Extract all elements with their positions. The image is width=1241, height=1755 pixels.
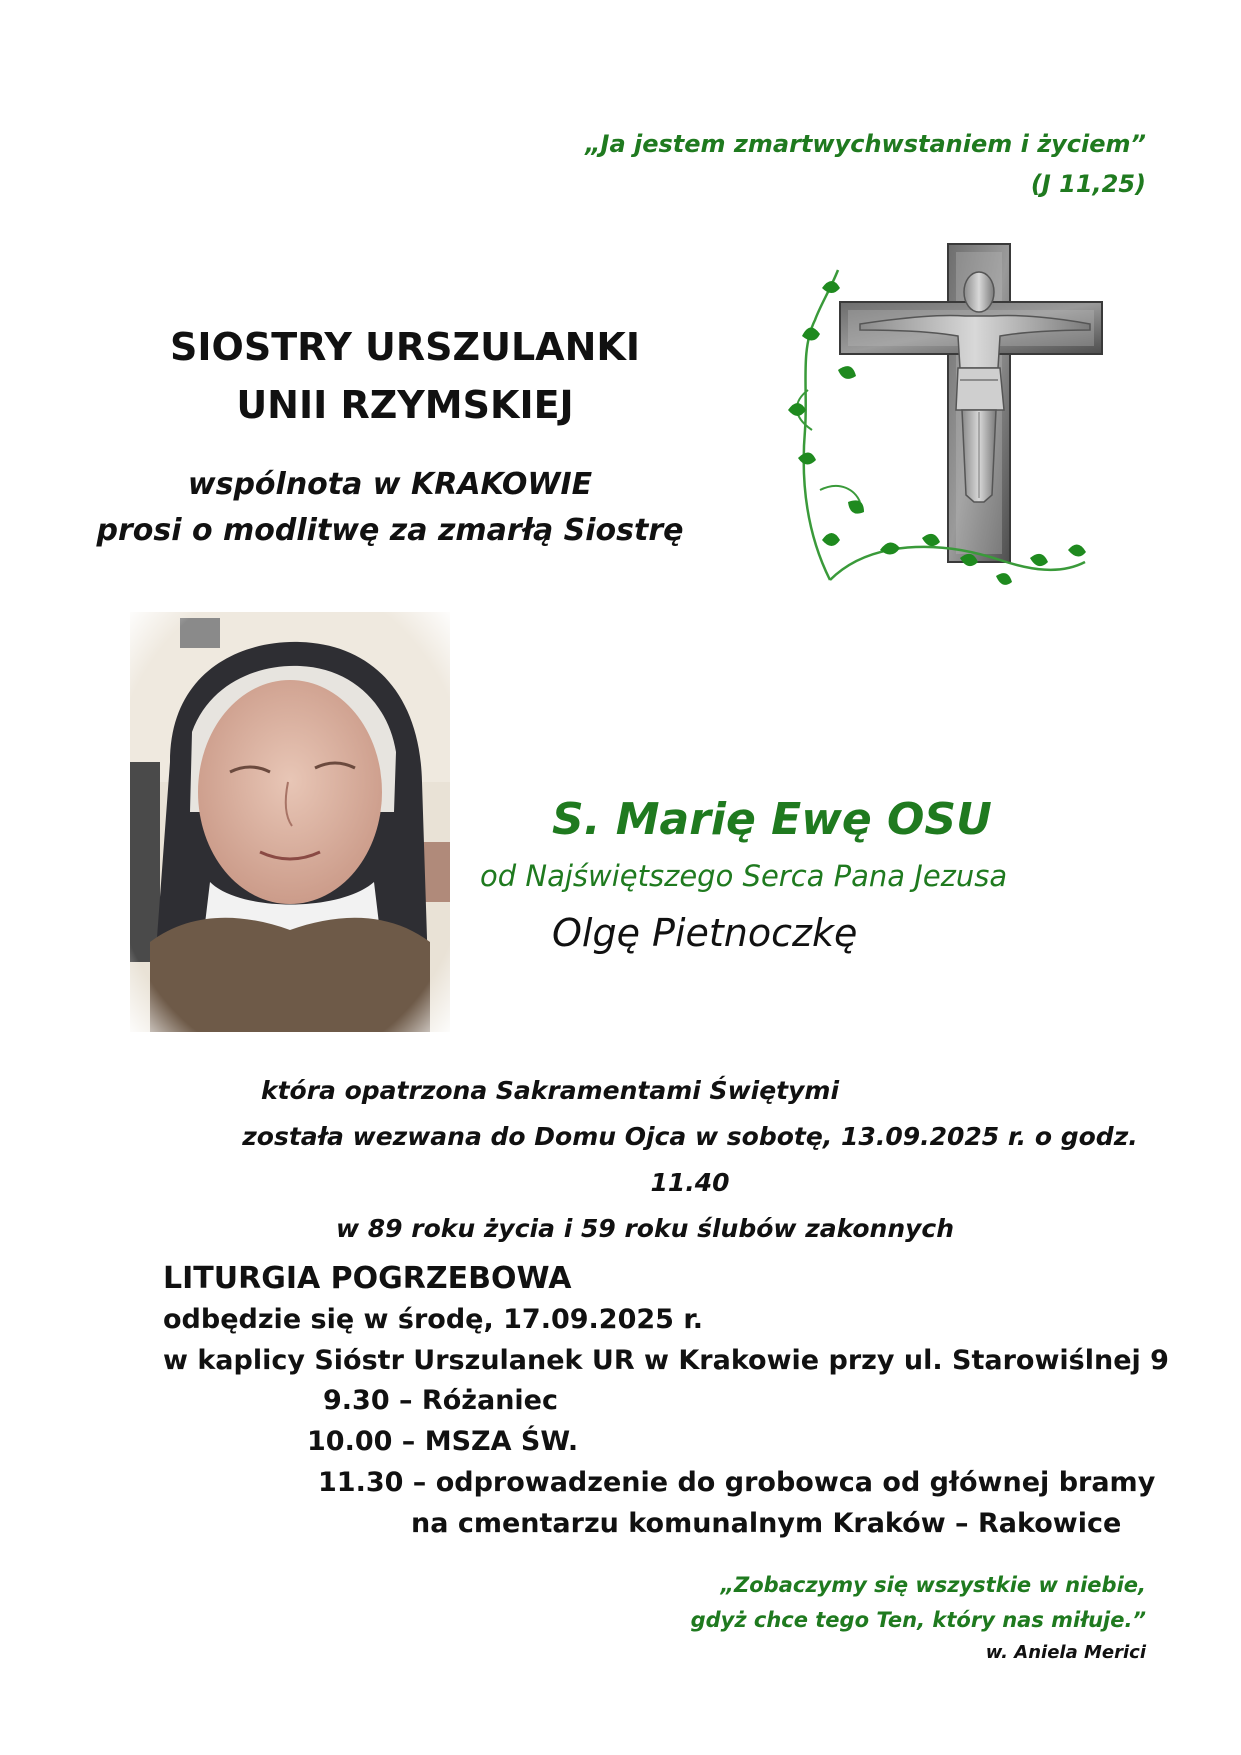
liturgy-date: odbędzie się w środę, 17.09.2025 r. (163, 1304, 704, 1335)
epigraph-quote: „Ja jestem zmartwychwstaniem i życiem” (585, 130, 1146, 158)
schedule-item-procession: 11.30 – odprowadzenie do grobowca od głównej bramy (318, 1467, 1156, 1498)
religious-title: od Najświętszego Serca Pana Jezusa (480, 859, 1008, 893)
community-line-2: prosi o modlitwę za zmarłą Siostrę (96, 513, 684, 548)
crucifix-illustration (760, 240, 1110, 680)
death-line-2: została wezwana do Domu Ojca w sobotę, 13.09.2025 r. o godz. 11.40 (242, 1122, 1138, 1197)
lay-name: Olgę Pietnoczkę (552, 911, 858, 955)
religious-name: S. Marię Ewę OSU (552, 794, 992, 845)
death-notice (130, 1068, 1160, 1252)
epigraph-reference: (J 11,25) (1030, 170, 1146, 198)
closing-quote-line-2: gdyż chce tego Ten, który nas miłuje.” (690, 1608, 1146, 1632)
organization-line-1: SIOSTRY URSZULANKI (170, 325, 640, 369)
death-line-1: która opatrzona Sakramentami Świętymi (260, 1076, 840, 1105)
schedule-item-cemetery: na cmentarzu komunalnym Kraków – Rakowice (411, 1508, 1122, 1539)
liturgy-place: w kaplicy Sióstr Urszulanek UR w Krakowie przy ul. Starowiślnej 9 (163, 1345, 1169, 1376)
organization-line-2: UNII RZYMSKIEJ (236, 383, 574, 427)
schedule-item-mass: 10.00 – MSZA ŚW. (307, 1426, 579, 1457)
closing-quote-author: w. Aniela Merici (985, 1642, 1146, 1663)
schedule-item-rosary: 9.30 – Różaniec (323, 1385, 558, 1416)
portrait-photo (130, 612, 450, 1032)
epigraph (585, 124, 1146, 204)
portrait-image (130, 612, 450, 1032)
death-line-3: w 89 roku życia i 59 roku ślubów zakonnych (335, 1214, 955, 1243)
community-line-1: wspólnota w KRAKOWIE (187, 467, 593, 502)
crucifix-icon (760, 240, 1110, 680)
liturgy-section (163, 1258, 1169, 1381)
closing-quote-line-1: „Zobaczymy się wszystkie w niebie, (720, 1573, 1146, 1597)
organization-name (140, 318, 670, 434)
closing-quote (691, 1568, 1146, 1638)
community-notice (90, 462, 690, 554)
liturgy-heading: LITURGIA POGRZEBOWA (163, 1261, 572, 1296)
